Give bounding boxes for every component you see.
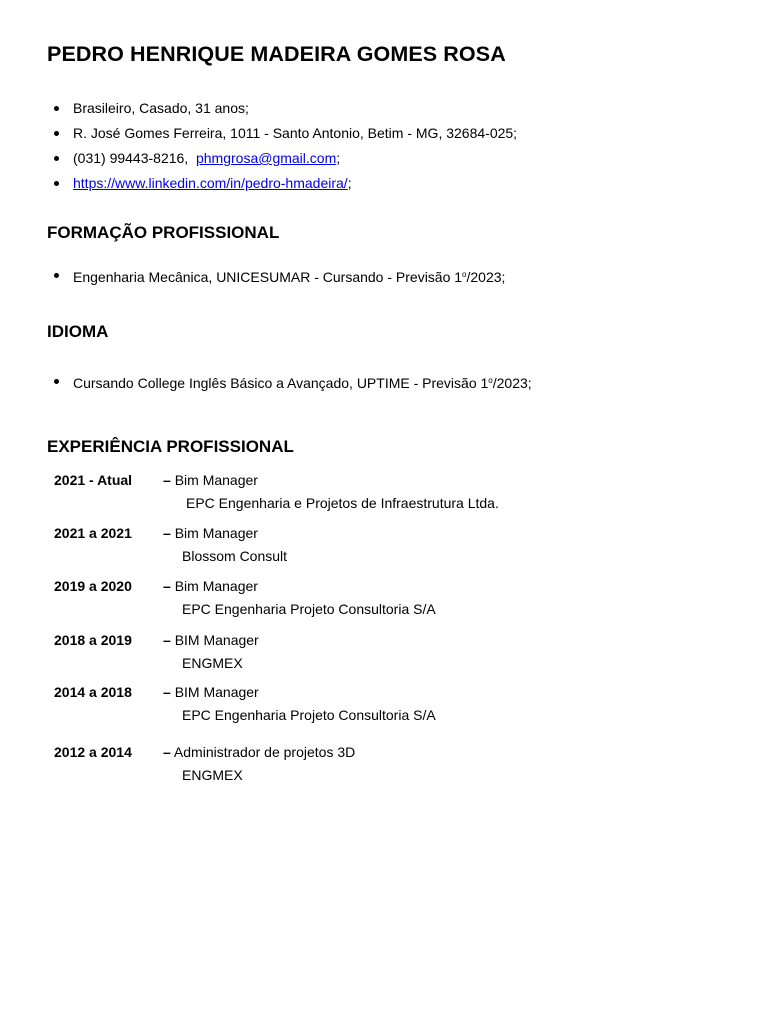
bullet-icon — [54, 181, 59, 186]
idioma-item-text: Cursando College Inglês Básico a Avançado, UPTIME - Previsão 1 — [73, 375, 489, 391]
ordinal-indicator: o — [462, 270, 467, 279]
experience-company: EPC Engenharia Projeto Consultoria S/A — [182, 601, 436, 617]
list-item — [47, 149, 517, 174]
experience-role: – Administrador de projetos 3D — [163, 744, 356, 760]
candidate-name: PEDRO HENRIQUE MADEIRA GOMES ROSA — [47, 42, 506, 66]
list-item — [47, 99, 517, 124]
ordinal-indicator: o — [488, 376, 493, 385]
list-item — [47, 372, 532, 397]
personal-info: Brasileiro, Casado, 31 anos; — [73, 100, 249, 116]
experience-role: – Bim Manager — [163, 525, 258, 541]
section-heading-idioma: IDIOMA — [47, 322, 109, 341]
bullet-icon — [54, 273, 59, 278]
list-item — [47, 124, 517, 149]
experience-period: 2021 - Atual — [54, 472, 133, 488]
experience-company: ENGMEX — [182, 767, 243, 783]
phone-number: (031) 99443-8216, — [73, 150, 189, 166]
section-heading-formacao: FORMAÇÃO PROFISSIONAL — [47, 223, 280, 242]
bullet-icon — [54, 379, 59, 384]
experience-company: EPC Engenharia Projeto Consultoria S/A — [182, 707, 436, 723]
experience-role: – BIM Manager — [163, 632, 259, 648]
experience-period: 2014 a 2018 — [54, 684, 132, 700]
bullet-icon — [54, 131, 59, 136]
email-suffix: ; — [336, 150, 341, 166]
experience-period: 2018 a 2019 — [54, 632, 132, 648]
experience-role: – BIM Manager — [163, 684, 259, 700]
list-item — [47, 266, 505, 291]
idioma-item-suffix: /2023; — [492, 375, 532, 391]
experience-role: – Bim Manager — [163, 472, 258, 488]
experience-period: 2012 a 2014 — [54, 744, 132, 760]
email-link[interactable]: phmgrosa@gmail.com — [195, 150, 337, 166]
bullet-icon — [54, 106, 59, 111]
linkedin-suffix: ; — [347, 175, 352, 191]
list-item — [47, 174, 517, 199]
section-heading-experiencia: EXPERIÊNCIA PROFISSIONAL — [47, 437, 294, 456]
formacao-item-text: Engenharia Mecânica, UNICESUMAR - Cursando - Previsão 1 — [73, 269, 463, 285]
experience-company: EPC Engenharia e Projetos de Infraestrutura Ltda. — [186, 495, 499, 511]
formacao-list — [47, 266, 505, 291]
address: R. José Gomes Ferreira, 1011 - Santo Antonio, Betim - MG, 32684-025; — [73, 125, 518, 141]
bullet-icon — [54, 156, 59, 161]
experience-period: 2021 a 2021 — [54, 525, 132, 541]
formacao-item-suffix: /2023; — [466, 269, 506, 285]
contact-list — [47, 99, 517, 199]
experience-role: – Bim Manager — [163, 578, 258, 594]
experience-period: 2019 a 2020 — [54, 578, 132, 594]
linkedin-link[interactable]: https://www.linkedin.com/in/pedro-hmadeira/ — [73, 175, 348, 191]
experience-company: Blossom Consult — [182, 548, 288, 564]
experience-company: ENGMEX — [182, 655, 243, 671]
idioma-list — [47, 372, 532, 397]
